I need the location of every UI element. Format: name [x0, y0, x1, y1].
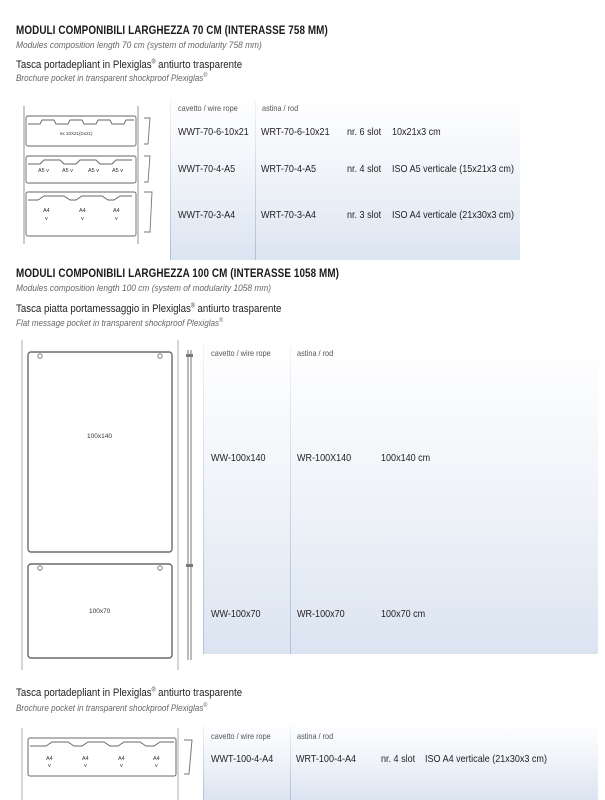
product-subtitle: Brochure pocket in transparent shockproof Plexiglas® [16, 703, 208, 713]
section-subtitle: Modules composition length 70 cm (system of modularity 758 mm) [16, 40, 262, 51]
column-divider [255, 100, 256, 260]
section-subtitle: Modules composition length 100 cm (system of modularity 1058 mm) [16, 283, 272, 294]
code-wire: WWT-70-4-A5 [178, 163, 236, 175]
column-header-wire: cavetto / wire rope [211, 731, 271, 741]
pocket-label: v [84, 763, 87, 769]
product-subtitle: Brochure pocket in transparent shockproof Plexiglas® [16, 73, 208, 83]
pocket-label: v [45, 216, 48, 222]
pocket-label: A5 v [62, 168, 74, 174]
slot-count: nr. 6 slot [347, 126, 382, 138]
product-title: Tasca portadepliant in Plexiglas® antiurto trasparente [16, 687, 243, 699]
code-rod: WRT-70-4-A5 [261, 163, 317, 175]
code-wire: WWT-70-3-A4 [178, 209, 236, 221]
column-header-rod: astina / rod [297, 731, 334, 741]
column-divider [170, 100, 171, 260]
pocket-label: A5 v [112, 168, 124, 174]
flat-message-pocket-illustration [18, 340, 198, 670]
column-header-rod: astina / rod [297, 348, 334, 358]
pocket-label: A4 [43, 208, 50, 214]
pocket-label: v [155, 763, 158, 769]
column-divider [203, 726, 204, 800]
pocket-label: A4 [46, 756, 53, 762]
size-description: 100x70 cm [381, 608, 426, 620]
size-description: ISO A4 verticale (21x30x3 cm) [392, 209, 514, 221]
size-description: 100x140 cm [381, 452, 431, 464]
slot-count: nr. 3 slot [347, 209, 382, 221]
column-header-wire: cavetto / wire rope [211, 348, 271, 358]
pocket-label: v [115, 216, 118, 222]
pocket-label: v [48, 763, 51, 769]
code-wire: WWT-100-4-A4 [211, 753, 274, 765]
code-rod: WRT-100-4-A4 [296, 753, 357, 765]
pocket-label: v [120, 763, 123, 769]
pocket-label: A5 v [38, 168, 50, 174]
section-title: MODULI COMPONIBILI LARGHEZZA 70 CM (INTERASSE 758 MM) [16, 25, 328, 37]
product-title: Tasca piatta portamessaggio in Plexiglas® antiurto trasparente [16, 303, 282, 315]
pocket-label: A4 [118, 756, 125, 762]
column-header-wire: cavetto / wire rope [178, 103, 238, 113]
pocket-label: v [81, 216, 84, 222]
pocket-label: A4 [79, 208, 86, 214]
size-description: ISO A5 verticale (15x21x3 cm) [392, 163, 514, 175]
pocket-label: 6x 10X21(Dx21) [60, 131, 93, 136]
panel-label: 100x70 [89, 608, 111, 615]
code-rod: WRT-70-3-A4 [261, 209, 317, 221]
slot-count: nr. 4 slot [347, 163, 382, 175]
size-description: 10x21x3 cm [392, 126, 441, 138]
code-wire: WW-100x140 [211, 452, 266, 464]
column-header-rod: astina / rod [262, 103, 299, 113]
product-subtitle: Flat message pocket in transparent shockproof Plexiglas® [16, 318, 224, 328]
pocket-label: A4 [113, 208, 120, 214]
table-band [170, 96, 520, 260]
code-rod: WR-100X140 [297, 452, 352, 464]
size-description: ISO A4 verticale (21x30x3 cm) [425, 753, 547, 765]
slot-count: nr. 4 slot [381, 753, 416, 765]
code-wire: WW-100x70 [211, 608, 261, 620]
panel-label: 100x140 [87, 433, 112, 440]
brochure-pocket-70-illustration [20, 106, 165, 244]
code-wire: WWT-70-6-10x21 [178, 126, 249, 138]
pocket-label: A4 [153, 756, 160, 762]
section-title: MODULI COMPONIBILI LARGHEZZA 100 CM (INTERASSE 1058 MM) [16, 268, 340, 280]
code-rod: WR-100x70 [297, 608, 345, 620]
column-divider [290, 345, 291, 654]
column-divider [290, 726, 291, 800]
code-rod: WRT-70-6-10x21 [261, 126, 330, 138]
product-title: Tasca portadepliant in Plexiglas® antiurto trasparente [16, 59, 243, 71]
pocket-label: A5 v [88, 168, 100, 174]
brochure-pocket-100-illustration [18, 728, 198, 800]
pocket-label: A4 [82, 756, 89, 762]
column-divider [203, 345, 204, 654]
